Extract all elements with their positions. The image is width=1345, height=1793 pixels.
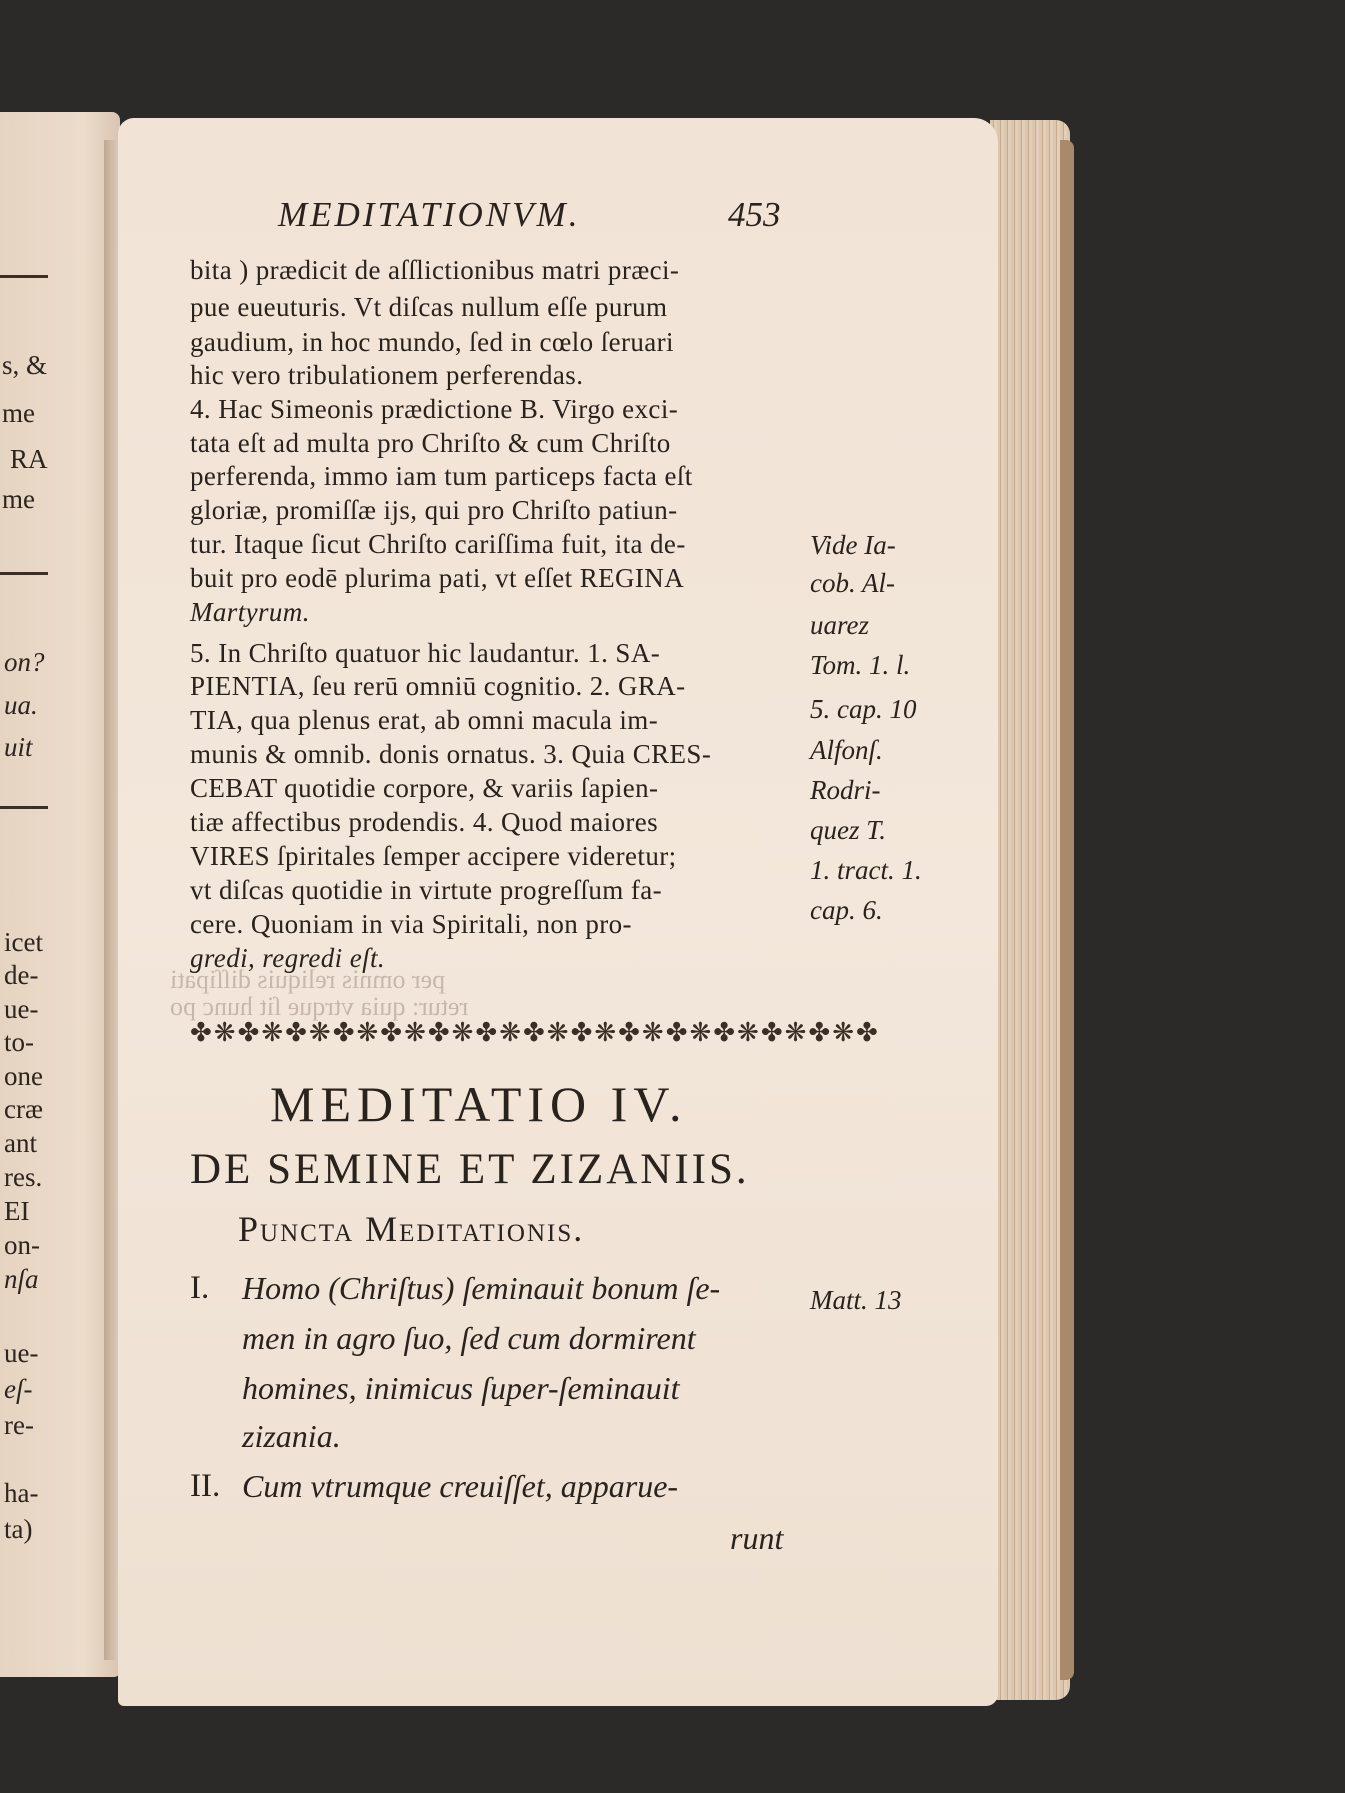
body-line: VIRES ſpiritales ſemper accipere videretur; bbox=[190, 841, 677, 871]
running-header: MEDITATIONVM. bbox=[278, 195, 581, 234]
point-line: men in agro ſuo, ſed cum dormirent bbox=[242, 1320, 696, 1356]
body-line: tur. Itaque ſicut Chriſto cariſſima fuit, ita de- bbox=[190, 529, 686, 559]
body-line: 5. In Chriſto quatuor hic laudantur. 1. SA- bbox=[190, 638, 661, 668]
point-numeral: I. bbox=[190, 1270, 210, 1306]
body-line: tiæ affectibus prodendis. 4. Quod maiores bbox=[190, 807, 659, 837]
body-line: gaudium, in hoc mundo, ſed in cœlo ſeruari bbox=[190, 327, 674, 357]
left-line: res. bbox=[4, 1162, 43, 1192]
left-line: uit bbox=[4, 732, 33, 762]
body-line: gredi, regredi eſt. bbox=[190, 943, 386, 973]
left-line: ta) bbox=[4, 1514, 33, 1544]
left-line: ua. bbox=[4, 690, 38, 720]
left-line: eſ- bbox=[4, 1374, 33, 1404]
left-line: EI bbox=[4, 1196, 30, 1226]
body-line: munis & omnib. donis ornatus. 3. Quia CRES- bbox=[190, 739, 712, 769]
meditation-subtitle: DE SEMINE ET ZIZANIIS. bbox=[190, 1146, 750, 1193]
left-line: me bbox=[2, 484, 35, 514]
point-line: Homo (Chriſtus) ſeminauit bonum ſe- bbox=[242, 1270, 721, 1306]
margin-note: cap. 6. bbox=[810, 895, 883, 925]
margin-note: cob. Al- bbox=[810, 568, 895, 598]
page-edge-shadow bbox=[1060, 140, 1074, 1680]
left-line: RA bbox=[10, 444, 48, 474]
body-line: vt diſcas quotidie in virtute progreſſum fa- bbox=[190, 875, 662, 905]
left-page bbox=[0, 112, 120, 1677]
left-rule-low bbox=[0, 806, 48, 809]
body-line: pue eueuturis. Vt diſcas nullum eſſe purum bbox=[190, 292, 668, 322]
left-line: on- bbox=[4, 1230, 40, 1260]
body-line: buit pro eodē plurima pati, vt eſſet REGINA bbox=[190, 563, 685, 593]
left-line: one bbox=[4, 1061, 43, 1091]
left-line: on? bbox=[4, 647, 45, 677]
body-line: perferenda, immo iam tum particeps facta eſt bbox=[190, 461, 693, 491]
left-line: ue- bbox=[4, 1338, 39, 1368]
margin-note: 1. tract. 1. bbox=[810, 855, 922, 885]
puncta-heading: Puncta Meditationis. bbox=[238, 1209, 585, 1249]
margin-note: Rodri- bbox=[810, 775, 881, 805]
margin-note: Vide Ia- bbox=[810, 530, 896, 560]
left-rule-mid bbox=[0, 572, 48, 575]
point-line: zizania. bbox=[242, 1418, 341, 1454]
bleed-through-text: per omnis reliquis diſſipati bbox=[170, 965, 446, 994]
body-line: TIA, qua plenus erat, ab omni macula im- bbox=[190, 705, 659, 735]
body-line: gloriæ, promiſſæ ijs, qui pro Chriſto patiun- bbox=[190, 495, 678, 525]
margin-note: 5. cap. 10 bbox=[810, 694, 917, 724]
margin-note: uarez bbox=[810, 610, 869, 640]
point-line: Cum vtrumque creuiſſet, apparue- bbox=[242, 1468, 679, 1504]
left-line: ha- bbox=[4, 1478, 39, 1508]
page-number: 453 bbox=[728, 195, 781, 234]
margin-note: quez T. bbox=[810, 815, 887, 845]
body-line: bita ) prædicit de aſſlictionibus matri præci- bbox=[190, 255, 680, 285]
point-line: homines, inimicus ſuper-ſeminauit bbox=[242, 1370, 680, 1406]
left-line: s, & bbox=[2, 350, 48, 380]
meditation-title: MEDITATIO IV. bbox=[270, 1076, 688, 1132]
margin-note: Tom. 1. l. bbox=[810, 650, 911, 680]
left-line: me bbox=[2, 398, 35, 428]
body-line: cere. Quoniam in via Spiritali, non pro- bbox=[190, 909, 632, 939]
left-line: ant bbox=[4, 1128, 37, 1158]
left-rule-top bbox=[0, 275, 48, 278]
body-line: hic vero tribulationem perferendas. bbox=[190, 360, 584, 390]
body-line: Martyrum. bbox=[190, 597, 310, 627]
page-edges bbox=[990, 120, 1070, 1700]
left-line: nſa bbox=[4, 1264, 39, 1294]
margin-note: Matt. 13 bbox=[810, 1285, 902, 1315]
body-line: CEBAT quotidie corpore, & variis ſapien- bbox=[190, 773, 659, 803]
left-line: to- bbox=[4, 1027, 34, 1057]
left-line: icet bbox=[4, 927, 43, 957]
margin-note: Alfonſ. bbox=[810, 735, 883, 765]
left-line: re- bbox=[4, 1410, 34, 1440]
body-line: tata eſt ad multa pro Chriſto & cum Chriſto bbox=[190, 428, 671, 458]
left-line: cræ bbox=[4, 1094, 43, 1124]
ornamental-border: ✤❋✤❋✤❋✤❋✤❋✤❋✤❋✤❋✤❋✤❋✤❋✤❋✤❋✤❋✤ bbox=[190, 1018, 880, 1047]
bleed-through-text: retur: quia vtrque ſit hunc po bbox=[170, 992, 469, 1021]
point-numeral: II. bbox=[190, 1468, 221, 1504]
body-line: PIENTIA, ſeu rerū omniū cognitio. 2. GRA- bbox=[190, 671, 686, 701]
body-line: 4. Hac Simeonis prædictione B. Virgo exci- bbox=[190, 394, 679, 424]
left-line: de- bbox=[4, 960, 39, 990]
left-line: ue- bbox=[4, 994, 39, 1024]
catchword: runt bbox=[730, 1520, 784, 1556]
